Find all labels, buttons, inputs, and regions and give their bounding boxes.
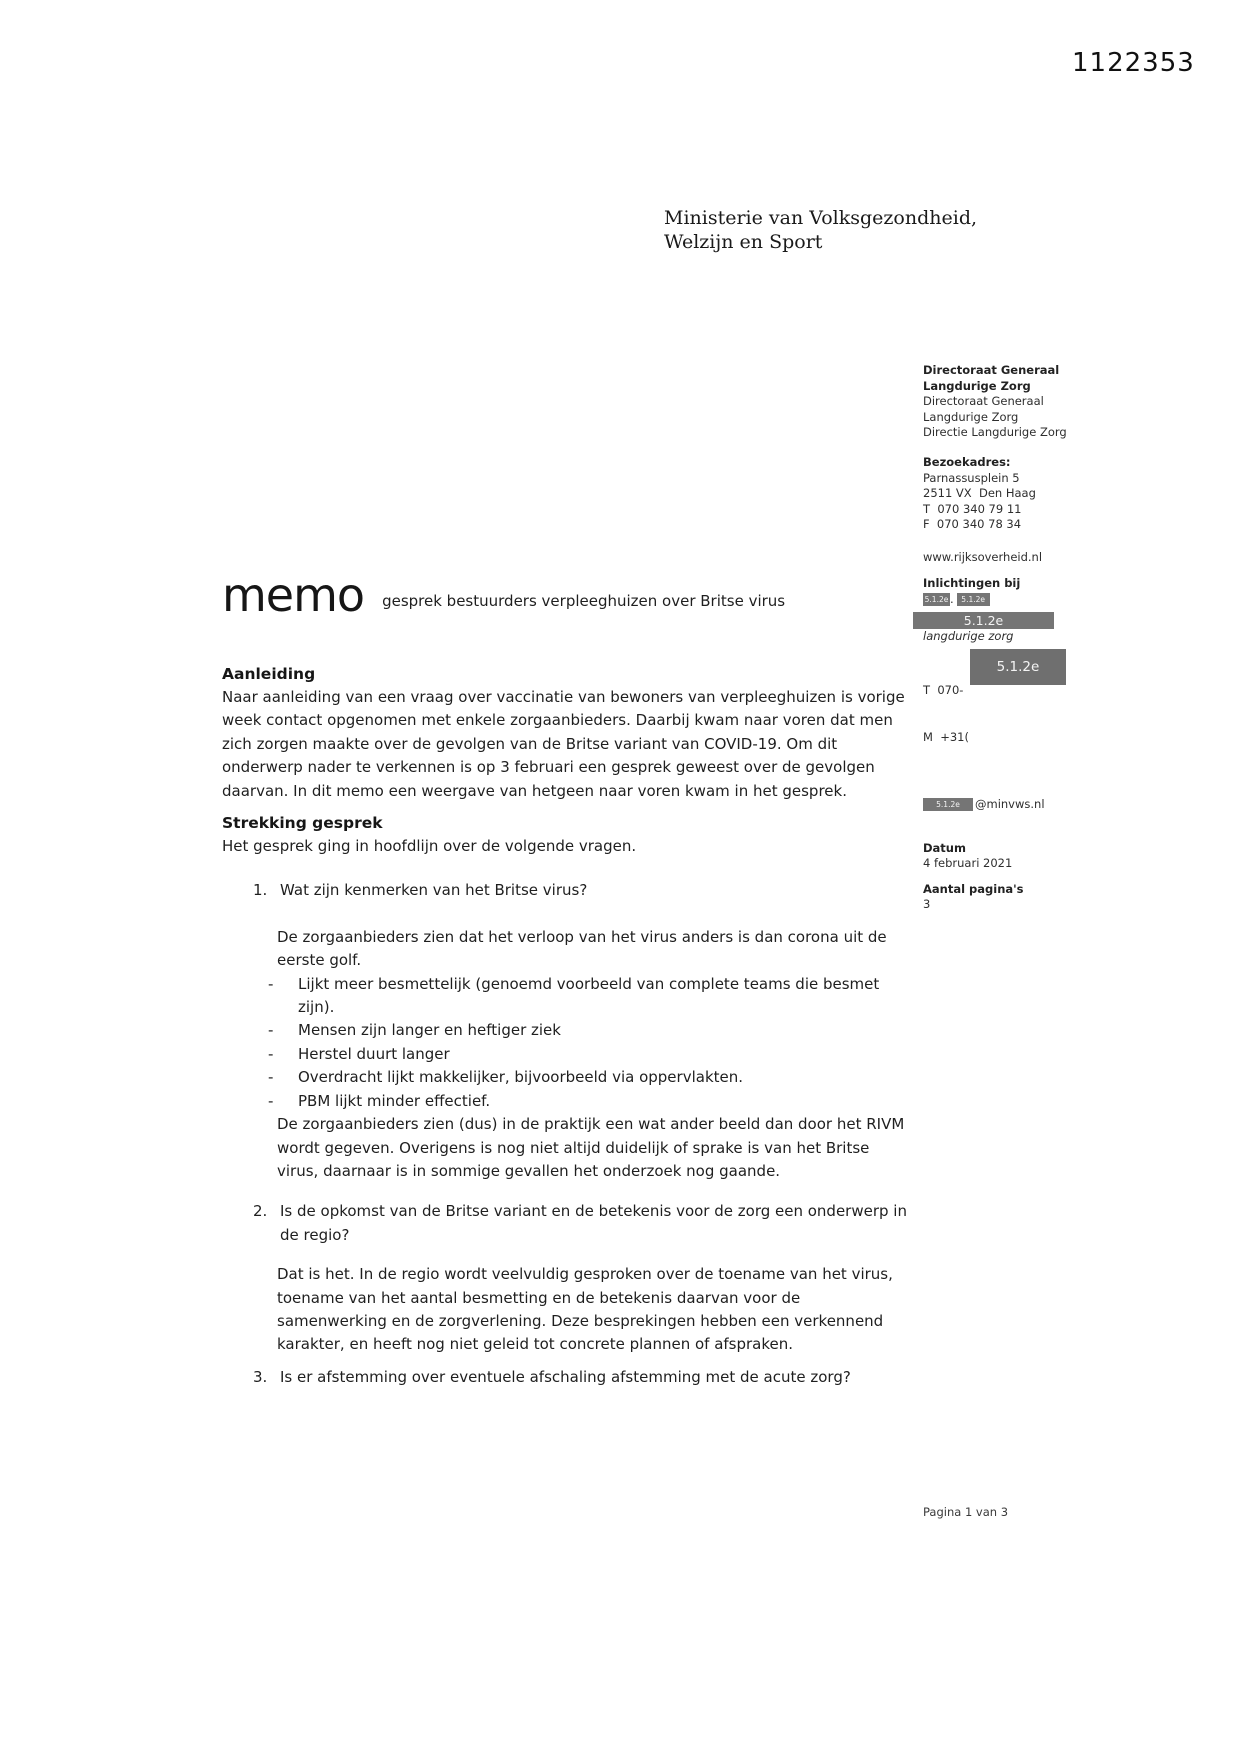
bullet-text: PBM lijkt minder effectief. xyxy=(298,1091,491,1110)
bullet-text: Lijkt meer besmettelijk (genoemd voorbeeld van complete teams die besmet zijn). xyxy=(298,974,880,1017)
bullet-dash: - xyxy=(268,974,274,993)
question-item-2 xyxy=(222,1200,914,1247)
org-line-1: Directoraat Generaal xyxy=(923,394,1044,409)
bullet-text: Herstel duurt langer xyxy=(298,1044,450,1063)
ministry-line-2: Welzijn en Sport xyxy=(664,231,823,253)
redaction-box-phone: 5.1.2e xyxy=(970,649,1066,685)
question-number: 1. xyxy=(253,881,268,900)
bullet-dash: - xyxy=(268,1091,274,1110)
date-label: Datum xyxy=(923,840,966,855)
visit-address-street: Parnassusplein 5 xyxy=(923,470,1020,485)
inquiries-label: Inlichtingen bij xyxy=(923,575,1021,590)
memo-title: memo xyxy=(222,568,365,622)
section-heading-aanleiding: Aanleiding xyxy=(222,665,316,683)
org-line-2: Langdurige Zorg xyxy=(923,409,1019,424)
redacted-phone-block xyxy=(923,652,1168,792)
redaction-box: 5.1.2e xyxy=(923,798,973,811)
redaction-box: 5.1.2e xyxy=(924,595,949,605)
memo-subject: gesprek bestuurders verpleeghuizen over Britse virus xyxy=(382,591,786,610)
question-text: Is er afstemming over eventuele afschaling afstemming met de acute zorg? xyxy=(280,1367,851,1386)
org-heading-line-1: Directoraat Generaal xyxy=(923,363,1060,377)
bullet-item xyxy=(268,1043,914,1066)
bullet-item xyxy=(268,1090,914,1113)
bullet-item xyxy=(268,1019,914,1042)
redaction-box-large: 5.1.2e xyxy=(913,612,1054,629)
ministry-line-1: Ministerie van Volksgezondheid, xyxy=(664,207,978,229)
date-value: 4 februari 2021 xyxy=(923,856,1013,871)
question-item-1 xyxy=(222,879,914,902)
question-text: Is de opkomst van de Britse variant en de betekenis voor de zorg een onderwerp in de regio? xyxy=(280,1202,907,1244)
redacted-email-row xyxy=(923,797,1168,813)
bullet-text: Overdracht lijkt makkelijker, bijvoorbeeld via oppervlakten. xyxy=(298,1068,744,1087)
question-item-3 xyxy=(222,1366,914,1389)
page-count-value: 3 xyxy=(923,897,931,912)
phone-prefix: T 070- xyxy=(923,682,964,697)
phone-number: T 070 340 79 11 xyxy=(923,501,1022,516)
metadata-sidebar xyxy=(923,363,1168,913)
bullet-item xyxy=(268,973,914,1020)
document-number: 1122353 xyxy=(1072,48,1195,78)
memo-body xyxy=(222,556,914,1389)
answer-intro-2: Dat is het. In de regio wordt veelvuldig gesproken over de toename van het virus, toename van het aantal besmetting en de betekenis daarvan voor de samenwerking en de zorgverlening. Deze besprekingen hebben een verkennend karakter, en heeft nog niet geleid tot concrete plannen of afspraken. xyxy=(277,1265,893,1354)
answer-outro-1: De zorgaanbieders zien (dus) in de praktijk een wat ander beeld dan door het RIVM wordt gegeven. Overigens is nog niet altijd duidelijk of sprake is van het Britse virus, daarnaar is in sommige gevallen het onderzoek nog gaande. xyxy=(277,1115,905,1180)
bullet-dash: - xyxy=(268,1068,274,1087)
redacted-contact-name-row xyxy=(923,592,1168,606)
website-url: www.rijksoverheid.nl xyxy=(923,549,1043,564)
bullet-item xyxy=(268,1066,914,1089)
bullet-dash: - xyxy=(268,1044,274,1063)
question-number: 3. xyxy=(253,1367,268,1386)
strekking-intro: Het gesprek ging in hoofdlijn over de volgende vragen. xyxy=(222,837,637,856)
page-footer: Pagina 1 van 3 xyxy=(923,1505,1009,1519)
visit-address-city: 2511 VX Den Haag xyxy=(923,486,1036,501)
mobile-prefix: M +31( xyxy=(923,729,969,744)
memo-title-row xyxy=(222,556,914,622)
aanleiding-paragraph: Naar aanleiding van een vraag over vaccinatie van bewoners van verpleeghuizen is vorige week contact opgenomen met enkele zorgaanbieders. Daarbij kwam naar voren dat men zich zorgen maakte over de gevolgen van de Britse variant van COVID-19. Om dit onderwerp nader te verkennen is op 3 februari een gesprek geweest over de gevolgen daarvan. In dit memo een weergave van hetgeen naar voren kwam in het gesprek. xyxy=(222,688,905,800)
section-heading-strekking: Strekking gesprek xyxy=(222,814,383,833)
bullet-text: Mensen zijn langer en heftiger ziek xyxy=(298,1021,561,1040)
question-number: 2. xyxy=(253,1202,268,1221)
visit-address-label: Bezoekadres: xyxy=(923,454,1011,469)
answer-intro-1: De zorgaanbieders zien dat het verloop van het virus anders is dan corona uit de eerste golf. xyxy=(277,927,887,970)
ministry-header xyxy=(664,206,977,254)
fax-number: F 070 340 78 34 xyxy=(923,517,1022,532)
page-count-label: Aantal pagina's xyxy=(923,881,1024,896)
bullet-dash: - xyxy=(268,1021,274,1040)
redaction-box: 5.1.2e xyxy=(957,593,990,606)
question-text: Wat zijn kenmerken van het Britse virus? xyxy=(280,881,588,900)
org-heading-line-2: Langdurige Zorg xyxy=(923,378,1031,393)
redaction-separator: . xyxy=(950,592,954,607)
department-name: langdurige zorg xyxy=(923,629,1014,644)
org-line-3: Directie Langdurige Zorg xyxy=(923,425,1067,440)
email-domain: @minvws.nl xyxy=(975,797,1045,812)
